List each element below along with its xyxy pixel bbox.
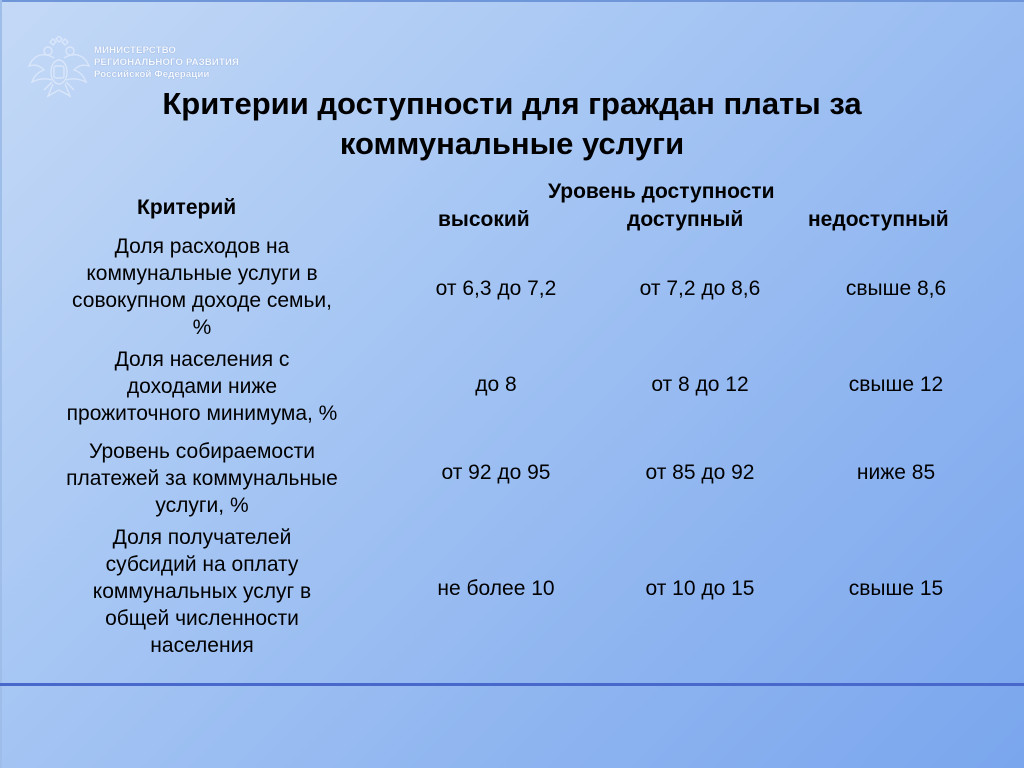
criterion-line: услуги, % bbox=[155, 494, 249, 517]
criterion-line: Доля населения с bbox=[114, 348, 290, 371]
criterion-line: Доля расходов на bbox=[114, 235, 290, 258]
frame-top-border bbox=[0, 0, 1024, 2]
table-cell-unavailable: ниже 85 bbox=[856, 461, 936, 484]
criterion-line: % bbox=[192, 316, 212, 339]
criterion-line: доходами ниже bbox=[126, 375, 278, 398]
table-cell-available: от 10 до 15 bbox=[645, 577, 755, 600]
page-title bbox=[0, 84, 1024, 164]
criterion-line: субсидий на оплату bbox=[105, 553, 299, 576]
criterion-line: населения bbox=[150, 634, 254, 657]
table-cell-high: не более 10 bbox=[437, 577, 555, 600]
table-cell-high: до 8 bbox=[475, 373, 517, 396]
criterion-line: Доля получателей bbox=[112, 526, 292, 549]
criterion-line: платежей за коммунальные bbox=[66, 467, 338, 490]
table-cell-high: от 6,3 до 7,2 bbox=[435, 277, 557, 300]
criterion-line: прожиточного минимума, % bbox=[66, 402, 338, 425]
table-cell-unavailable: свыше 12 bbox=[848, 373, 944, 396]
level-header-available: доступный bbox=[627, 208, 744, 231]
footer-divider bbox=[0, 683, 1024, 686]
ministry-name-line1: МИНИСТЕРСТВО bbox=[94, 45, 177, 56]
level-header-unavailable: недоступный bbox=[808, 208, 949, 231]
ministry-name bbox=[94, 45, 239, 81]
table-cell-unavailable: свыше 8,6 bbox=[845, 277, 947, 300]
table-row-criterion bbox=[24, 438, 380, 519]
table-cell-unavailable: свыше 15 bbox=[848, 577, 944, 600]
table-cell-available: от 8 до 12 bbox=[651, 373, 749, 396]
criterion-line: совокупном доходе семьи, bbox=[72, 289, 332, 312]
criterion-line: коммунальных услуг в bbox=[92, 580, 312, 603]
page-title-line2: коммунальные услуги bbox=[339, 126, 685, 161]
level-header-high: высокий bbox=[438, 208, 530, 231]
ministry-name-line3: Российской Федерации bbox=[94, 69, 210, 80]
criterion-line: коммунальные услуги в bbox=[86, 262, 318, 285]
ministry-name-line2: РЕГИОНАЛЬНОГО РАЗВИТИЯ bbox=[94, 57, 240, 68]
criterion-line: Уровень собираемости bbox=[89, 440, 315, 463]
table-cell-high: от 92 до 95 bbox=[441, 461, 551, 484]
criterion-line: общей численности bbox=[105, 607, 299, 630]
table-cell-available: от 85 до 92 bbox=[645, 461, 755, 484]
criterion-header: Критерий bbox=[137, 196, 237, 219]
level-header: Уровень доступности bbox=[548, 180, 775, 203]
table-cell-available: от 7,2 до 8,6 bbox=[639, 277, 761, 300]
table-row-criterion bbox=[24, 346, 380, 427]
table-row-criterion bbox=[24, 233, 380, 341]
page-title-line1: Критерии доступности для граждан платы за bbox=[162, 86, 862, 121]
table-row-criterion bbox=[24, 524, 380, 659]
